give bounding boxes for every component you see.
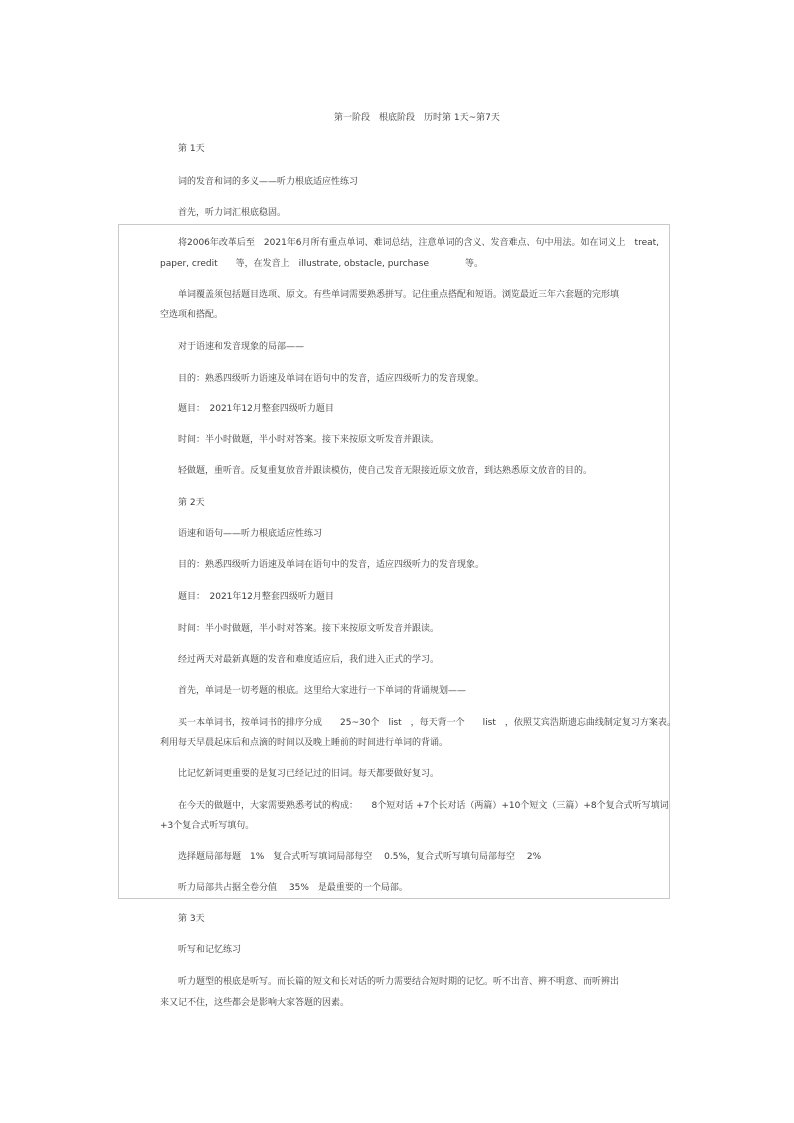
paragraph-line: 听力题型的根底是听写。而长篇的短文和长对话的听力需要结合短时期的记忆。听不出音、辨不明意、而听辨出	[178, 977, 620, 987]
day-1-heading: 第 1天	[178, 144, 205, 154]
paragraph-line: +3个复合式听写填句。	[160, 821, 255, 831]
paragraph-line: 选择题局部每题 1% 复合式听写填词局部每空 0.5%，复合式听写填句局部每空 2%	[178, 852, 542, 862]
paragraph-line: 利用每天早晨起床后和点滴的时间以及晚上睡前的时间进行单词的背诵。	[160, 738, 449, 748]
paragraph-line: 目的：熟悉四级听力语速及单词在语句中的发音，适应四级听力的发音现象。	[178, 374, 485, 384]
day-3-heading: 第 3天	[178, 914, 205, 924]
paragraph-line: 词的发音和词的多义——听力根底适应性练习	[178, 177, 359, 187]
paragraph-line: 听力局部共占据全卷分值 35% 是最重要的一个局部。	[178, 883, 408, 893]
paragraph-line: 目的：熟悉四级听力语速及单词在语句中的发音，适应四级听力的发音现象。	[178, 560, 485, 570]
paragraph-line: 单词覆盖须包括题目选项、原文。有些单词需要熟悉拼写。记住重点搭配和短语。浏览最近三年六套题的完形填	[178, 290, 620, 300]
paragraph-line: 空选项和搭配。	[160, 310, 224, 320]
paragraph-line: 在今天的做题中，大家需要熟悉考试的构成： 8个短对话 +7个长对话（两篇）+10个短文（三篇）+8个复合式听写填词	[178, 801, 669, 811]
paragraph-line: 语速和语句——听力根底适应性练习	[178, 529, 323, 539]
paragraph-line: 时间：半小时做题，半小时对答案。接下来按原文听发音并跟读。	[178, 624, 440, 634]
paragraph-line: 将2006年改革后至 2021年6月所有重点单词、难词总结，注意单词的含义、发音难点、句中用法。如在词义上 treat,	[178, 238, 660, 248]
paragraph-line: 来又记不住，这些都会是影响大家答题的因素。	[160, 998, 350, 1008]
paragraph-line: 经过两天对最新真题的发音和难度适应后，我们进入正式的学习。	[178, 655, 440, 665]
paragraph-line: 对于语速和发音现象的局部——	[178, 342, 305, 352]
paragraph-line: 题目： 2021年12月整套四级听力题目	[178, 404, 334, 414]
paragraph-line: paper, credit 等，在发音上 illustrate, obstacle, purchase 等。	[160, 259, 484, 269]
paragraph-line: 比记忆新词更重要的是复习已经记过的旧词。每天都要做好复习。	[178, 769, 440, 779]
paragraph-line: 轻做题，重听音。反复重复放音并跟读模仿，使自己发音无限接近原文放音，到达熟悉原文放音的目的。	[178, 466, 593, 476]
day-2-heading: 第 2天	[178, 498, 205, 508]
paragraph-line: 时间：半小时做题，半小时对答案。接下来按原文听发音并跟读。	[178, 435, 440, 445]
paragraph-line: 首先，单词是一切考题的根底。这里给大家进行一下单词的背诵规划——	[178, 686, 467, 696]
paragraph-line: 题目： 2021年12月整套四级听力题目	[178, 592, 334, 602]
section-header: 第一阶段 根底阶段 历时第 1天~第7天	[334, 113, 500, 123]
paragraph-line: 首先，听力词汇根底稳固。	[178, 208, 287, 218]
paragraph-line: 买一本单词书，按单词书的排序分成 25~30个 list ，每天背一个 list ，依照艾宾浩斯遗忘曲线制定复习方案表。	[178, 718, 676, 728]
paragraph-line: 听写和记忆练习	[178, 945, 242, 955]
